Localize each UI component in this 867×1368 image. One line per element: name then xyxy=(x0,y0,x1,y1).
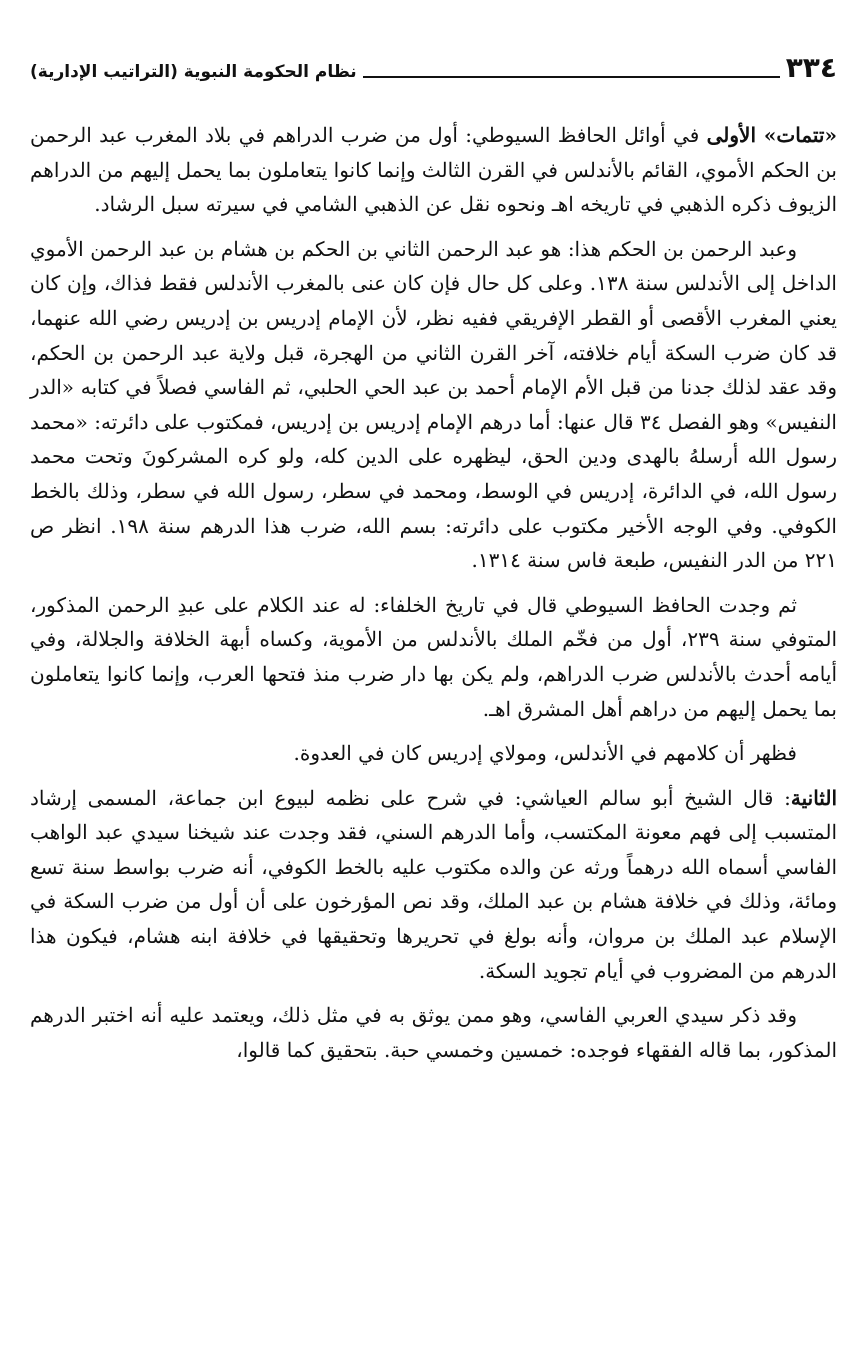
page-number: ٣٣٤ xyxy=(785,51,837,84)
paragraph-supplement-second xyxy=(30,781,837,989)
paragraph-supplement-first xyxy=(30,118,837,222)
paragraph-text: ثم وجدت الحافظ السيوطي قال في تاريخ الخلفاء: له عند الكلام على عبدِ الرحمن المذكور، المتوفي سنة ٢٣٩، أول من فخّم الملك بالأندلس من الأموية، وكساه أبهة الخلافة والجلالة، وفي أيامه أحدث بالأندلس ضرب الدراهم، ولم يكن بها دار ضرب منذ فتحها العرب، وإنما كانوا يتعاملون بما يحمل إليهم من دراهم أهل المشرق اهـ. xyxy=(30,592,837,721)
body-text xyxy=(30,118,837,1077)
paragraph-lead: «تتمات» الأولى xyxy=(706,123,837,147)
running-title: نظام الحكومة النبوية (التراتيب الإدارية) xyxy=(30,62,357,82)
paragraph-text: في أوائل الحافظ السيوطي: أول من ضرب الدراهم في بلاد المغرب عبد الرحمن بن الحكم الأموي، القائم بالأندلس في القرن الثالث وإنما كانوا يتعاملون بما يحمل إليهم من الدراهم الزيوف ذكره الذهبي في تاريخه اهـ ونحوه نقل عن الذهبي الشامي في سيرته سبل الرشاد. xyxy=(30,123,837,217)
paragraph-arabi-fasi xyxy=(30,998,837,1067)
paragraph-text: فظهر أن كلامهم في الأندلس، ومولاي إدريس كان في العدوة. xyxy=(293,741,797,766)
paragraph-text: : قال الشيخ أبو سالم العياشي: في شرح على نظمه لبيوع ابن جماعة، المسمى إرشاد المتسبب إلى فهم معونة المكتسب، وأما الدرهم السني، فقد وجدت عند شيخنا سيدي عبد الواهب الفاسي أسماه الله درهماً ورثه عن والده مكتوب عليه بالخط الكوفي، أنه ضرب بواسط سنة تسع ومائة، وذلك في خلافة هشام بن عبد الملك، وقد نص المؤرخون على أن أول من ضرب السكة في الإسلام عبد الملك بن مروان، وأنه بولغ في تحريرها وتحقيقها في خلافة ابنه هشام، فيكون هذا الدرهم من المضروب في أيام تجويد السكة. xyxy=(30,785,837,983)
header-rule xyxy=(363,76,780,78)
page-header xyxy=(30,40,837,84)
paragraph-lead: الثانية xyxy=(790,785,837,810)
paragraph-text: وقد ذكر سيدي العربي الفاسي، وهو ممن يوثق به في مثل ذلك، ويعتمد عليه أنه اختبر الدرهم المذكور، بما قاله الفقهاء فوجده: خمسين وخمسي حبة. بتحقيق كما قالوا، xyxy=(30,1003,837,1062)
paragraph-abdulrahman-ibn-hakam xyxy=(30,232,837,578)
paragraph-conclusion xyxy=(30,736,837,771)
paragraph-text: وعبد الرحمن بن الحكم هذا: هو عبد الرحمن الثاني بن الحكم بن هشام بن عبد الرحمن الأموي الداخل إلى الأندلس سنة ١٣٨. وعلى كل حال فإن كان عنى بالمغرب الأندلس فقط فذاك، وإن كان يعني المغرب الأقصى أو القطر الإفريقي ففيه نظر، لأن الإمام إدريس بن إدريس رضي الله عنهما، قد كان ضرب السكة أيام خلافته، آخر القرن الثاني من الهجرة، قبل ولاية عبد الرحمن بن الحكم، وقد عقد لذلك جدنا من قبل الأم الإمام أحمد بن عبد الحي الحلبي، ثم الفاسي فصلاً في كتابه «الدر النفيس» وهو الفصل ٣٤ قال عنها: أما درهم الإمام إدريس بن إدريس، فمكتوب على دائرته: «محمد رسول الله أرسلهُ بالهدى ودين الحق، ليظهره على الدين كله، ولو كره المشركونَ وتحت محمد رسول الله، في الدائرة، إدريس في الوسط، ومحمد في سطر، رسول الله في سطر، وذلك بالخط الكوفي. وفي الوجه الأخير مكتوب على دائرته: بسم الله، ضرب هذا الدرهم سنة ١٩٨. انظر ص ٢٢١ من الدر النفيس، طبعة فاس سنة ١٣١٤. xyxy=(30,236,837,573)
paragraph-suyuti-tarikh xyxy=(30,588,837,726)
